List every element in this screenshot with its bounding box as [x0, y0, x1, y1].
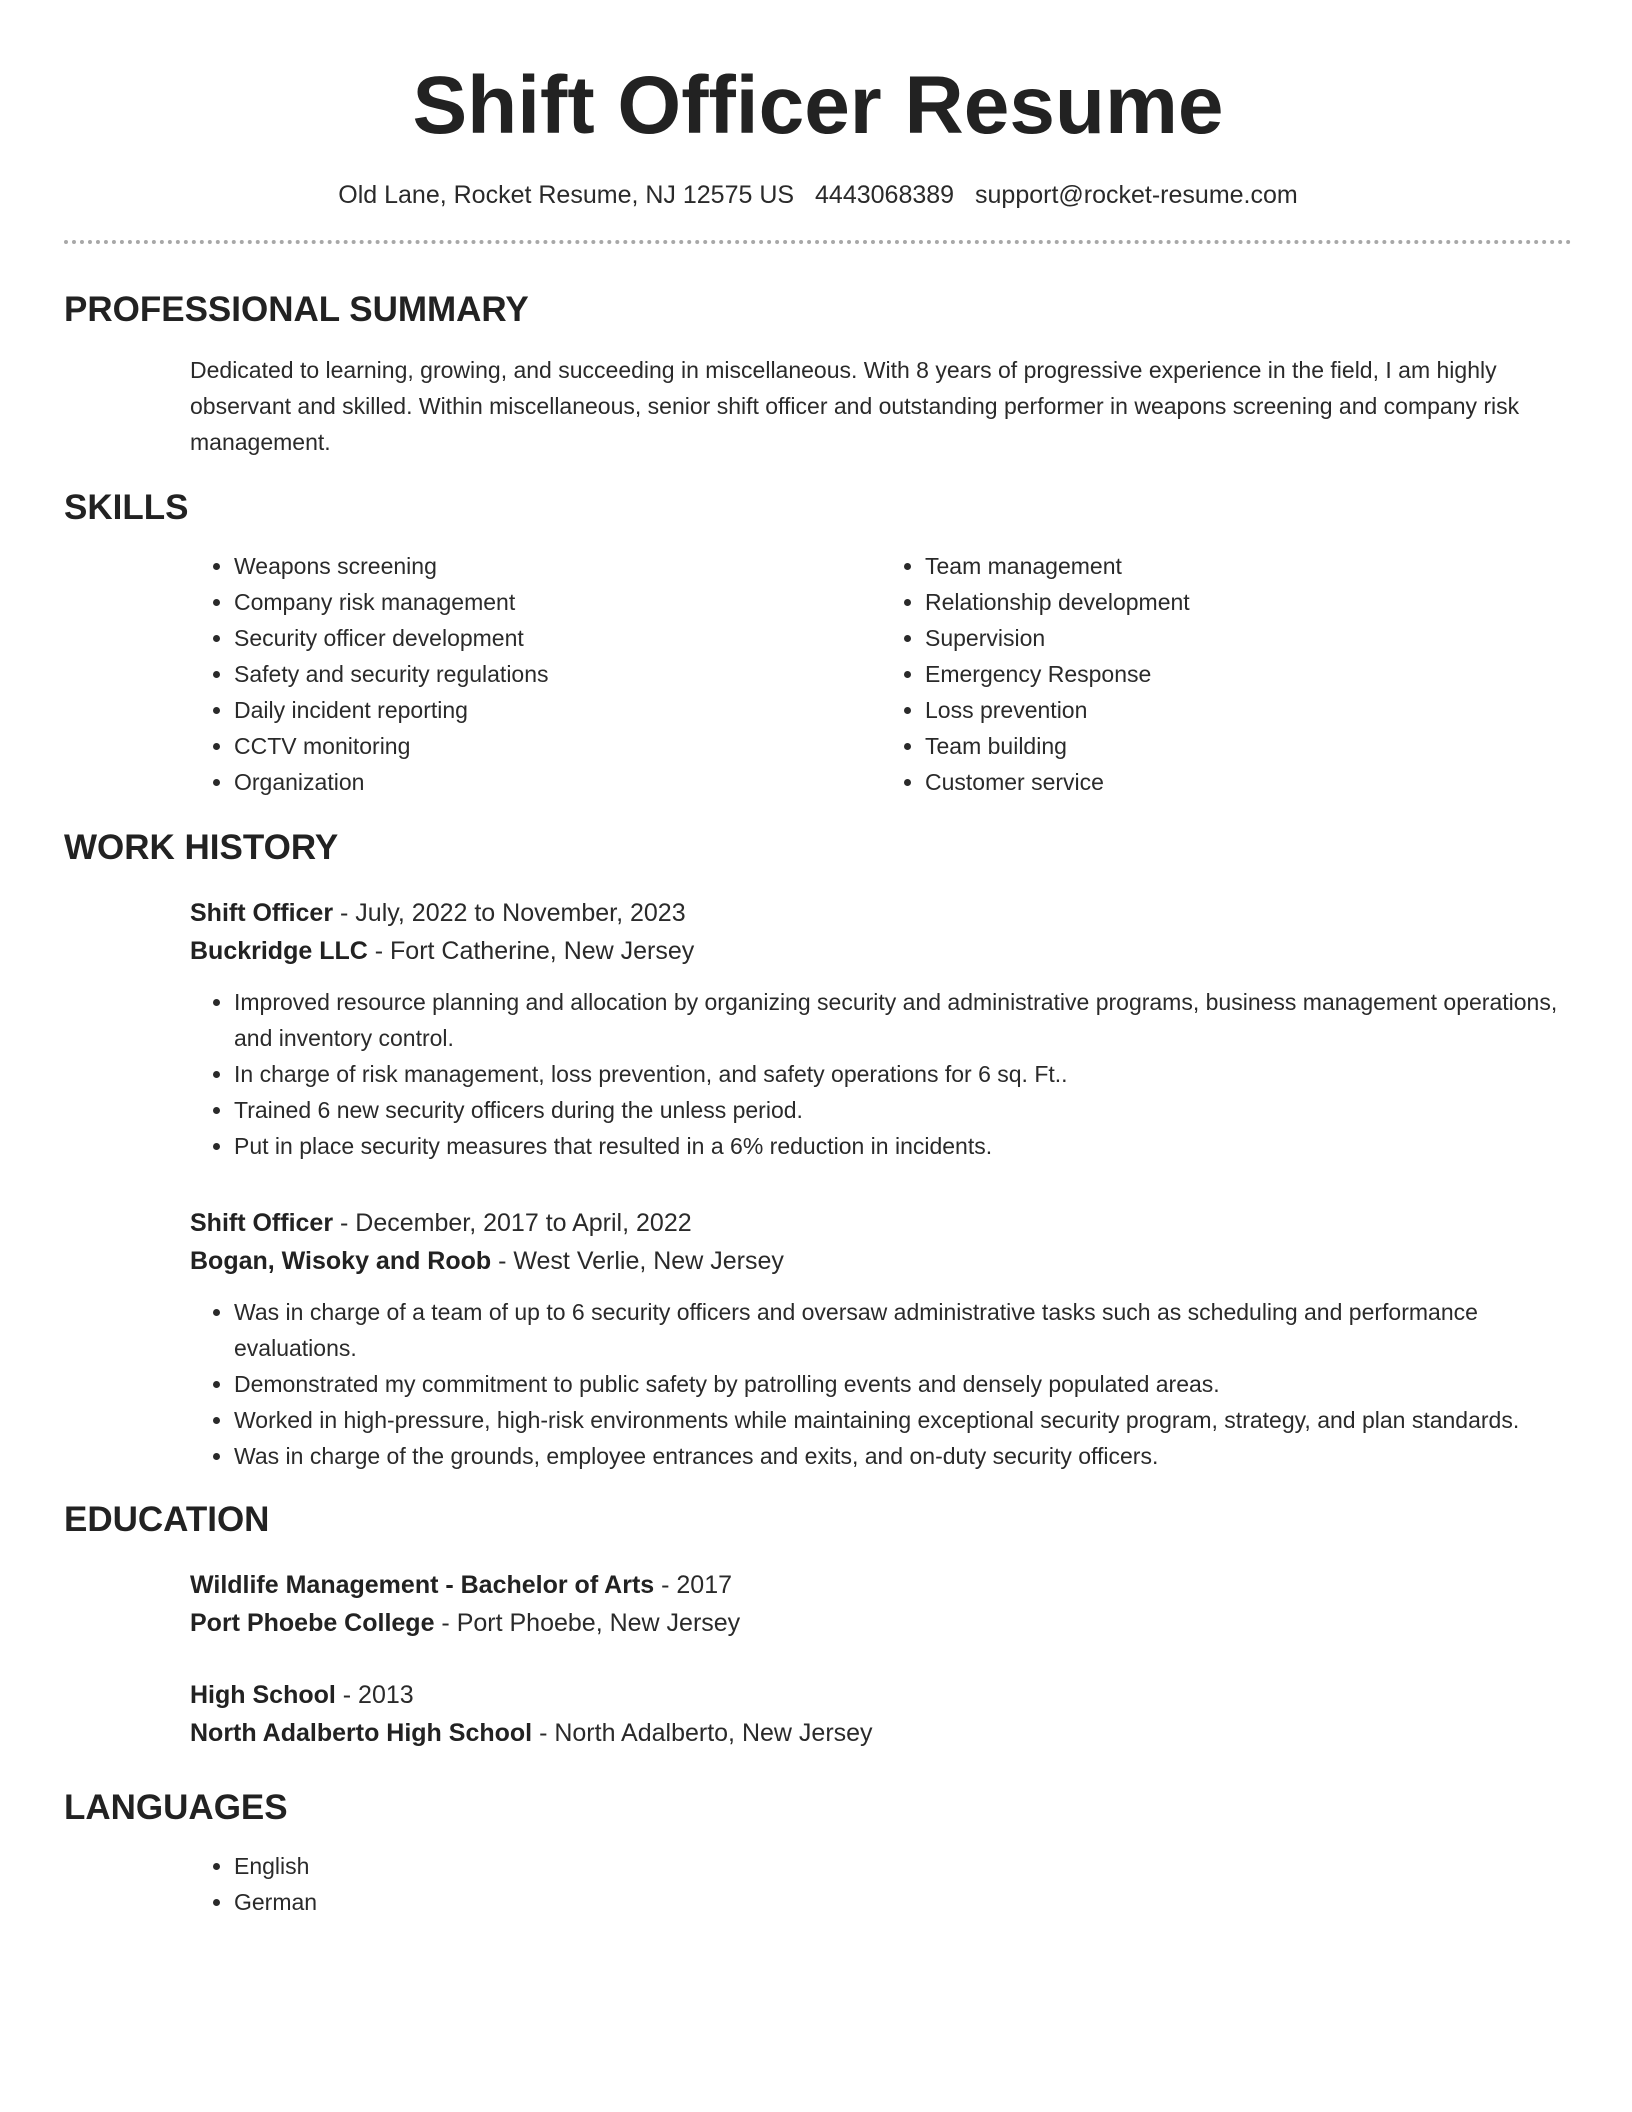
- education-degree: Wildlife Management - Bachelor of Arts: [190, 1571, 655, 1599]
- job-bullet: • Was in charge of the grounds, employee entrances and exits, and on-duty security officers.: [234, 1438, 1570, 1474]
- job-location: - West Verlie, New Jersey: [491, 1247, 784, 1275]
- job-role-line: [190, 1204, 1572, 1242]
- skills-column-right: [881, 548, 1572, 800]
- language-item: • German: [234, 1884, 1572, 1920]
- job-bullet: • Trained 6 new security officers during the unless period.: [234, 1092, 1570, 1128]
- section-title-skills: SKILLS: [64, 488, 189, 527]
- job-company-line: [190, 932, 1572, 970]
- skills-column-left: [190, 548, 881, 800]
- contact-email: support@rocket-resume.com: [975, 181, 1298, 209]
- job-role: Shift Officer: [190, 1209, 334, 1237]
- language-item: • English: [234, 1848, 1572, 1884]
- contact-line: [64, 180, 1572, 210]
- skill-item: • Security officer development: [234, 620, 881, 656]
- job-bullet: • Put in place security measures that resulted in a 6% reduction in incidents.: [234, 1128, 1570, 1164]
- skill-item: • Supervision: [925, 620, 1572, 656]
- section-title-languages: LANGUAGES: [64, 1788, 288, 1827]
- contact-address: Old Lane, Rocket Resume, NJ 12575 US: [338, 181, 795, 209]
- education-year: - 2017: [654, 1571, 733, 1599]
- education-location: - North Adalberto, New Jersey: [532, 1719, 873, 1747]
- job-bullets: [190, 1294, 1570, 1474]
- page-title: Shift Officer Resume: [412, 60, 1224, 151]
- education-location: - Port Phoebe, New Jersey: [434, 1609, 741, 1637]
- job-bullet: • Improved resource planning and allocation by organizing security and administrative programs, business management operations, and inventory control.: [234, 984, 1570, 1056]
- skill-item: • Team building: [925, 728, 1572, 764]
- skill-item: • Weapons screening: [234, 548, 881, 584]
- job-role: Shift Officer: [190, 899, 334, 927]
- summary-text: Dedicated to learning, growing, and succeeding in miscellaneous. With 8 years of progressive experience in the field, I am highly observant and skilled. Within miscellaneous, senior shift officer and outstanding performer in weapons screening and company risk management.: [190, 357, 1520, 455]
- job-bullets: [190, 984, 1570, 1164]
- skill-item: • Organization: [234, 764, 881, 800]
- skill-item: • Relationship development: [925, 584, 1572, 620]
- skills-grid: [190, 548, 1572, 800]
- skill-item: • Loss prevention: [925, 692, 1572, 728]
- job-bullet: • Worked in high-pressure, high-risk environments while maintaining exceptional security program, strategy, and plan standards.: [234, 1402, 1570, 1438]
- job-bullet: • Demonstrated my commitment to public safety by patrolling events and densely populated areas.: [234, 1366, 1570, 1402]
- job-entry: [64, 894, 1572, 1164]
- job-dates: - December, 2017 to April, 2022: [333, 1209, 692, 1237]
- job-company-line: [190, 1242, 1572, 1280]
- job-location: - Fort Catherine, New Jersey: [367, 937, 695, 965]
- contact-phone: 4443068389: [815, 181, 955, 209]
- skill-item: • Company risk management: [234, 584, 881, 620]
- education-entry: [64, 1676, 1572, 1752]
- education-degree-line: [190, 1566, 1572, 1604]
- skill-item: • Safety and security regulations: [234, 656, 881, 692]
- job-dates: - July, 2022 to November, 2023: [333, 899, 686, 927]
- skill-item: • Daily incident reporting: [234, 692, 881, 728]
- education-school-line: [190, 1604, 1572, 1642]
- education-school-line: [190, 1714, 1572, 1752]
- job-role-line: [190, 894, 1572, 932]
- section-title-education: EDUCATION: [64, 1500, 270, 1539]
- education-school: Port Phoebe College: [190, 1609, 435, 1637]
- education-year: - 2013: [335, 1681, 414, 1709]
- job-company: Bogan, Wisoky and Roob: [190, 1247, 492, 1275]
- job-bullet: • Was in charge of a team of up to 6 security officers and oversaw administrative tasks such as scheduling and performance evaluations.: [234, 1294, 1570, 1366]
- section-title-work-history: WORK HISTORY: [64, 828, 339, 867]
- education-entry: [64, 1566, 1572, 1642]
- section-title-summary: PROFESSIONAL SUMMARY: [64, 290, 529, 329]
- skill-item: • CCTV monitoring: [234, 728, 881, 764]
- resume-page: [64, 0, 1572, 1920]
- education-degree: High School: [190, 1681, 336, 1709]
- skill-item: • Emergency Response: [925, 656, 1572, 692]
- job-bullet: • In charge of risk management, loss prevention, and safety operations for 6 sq. Ft..: [234, 1056, 1570, 1092]
- education-school: North Adalberto High School: [190, 1719, 533, 1747]
- skill-item: • Customer service: [925, 764, 1572, 800]
- languages-list: [190, 1848, 1572, 1920]
- job-entry: [64, 1204, 1572, 1474]
- skill-item: • Team management: [925, 548, 1572, 584]
- job-company: Buckridge LLC: [190, 937, 368, 965]
- header-divider: [64, 240, 1572, 244]
- education-degree-line: [190, 1676, 1572, 1714]
